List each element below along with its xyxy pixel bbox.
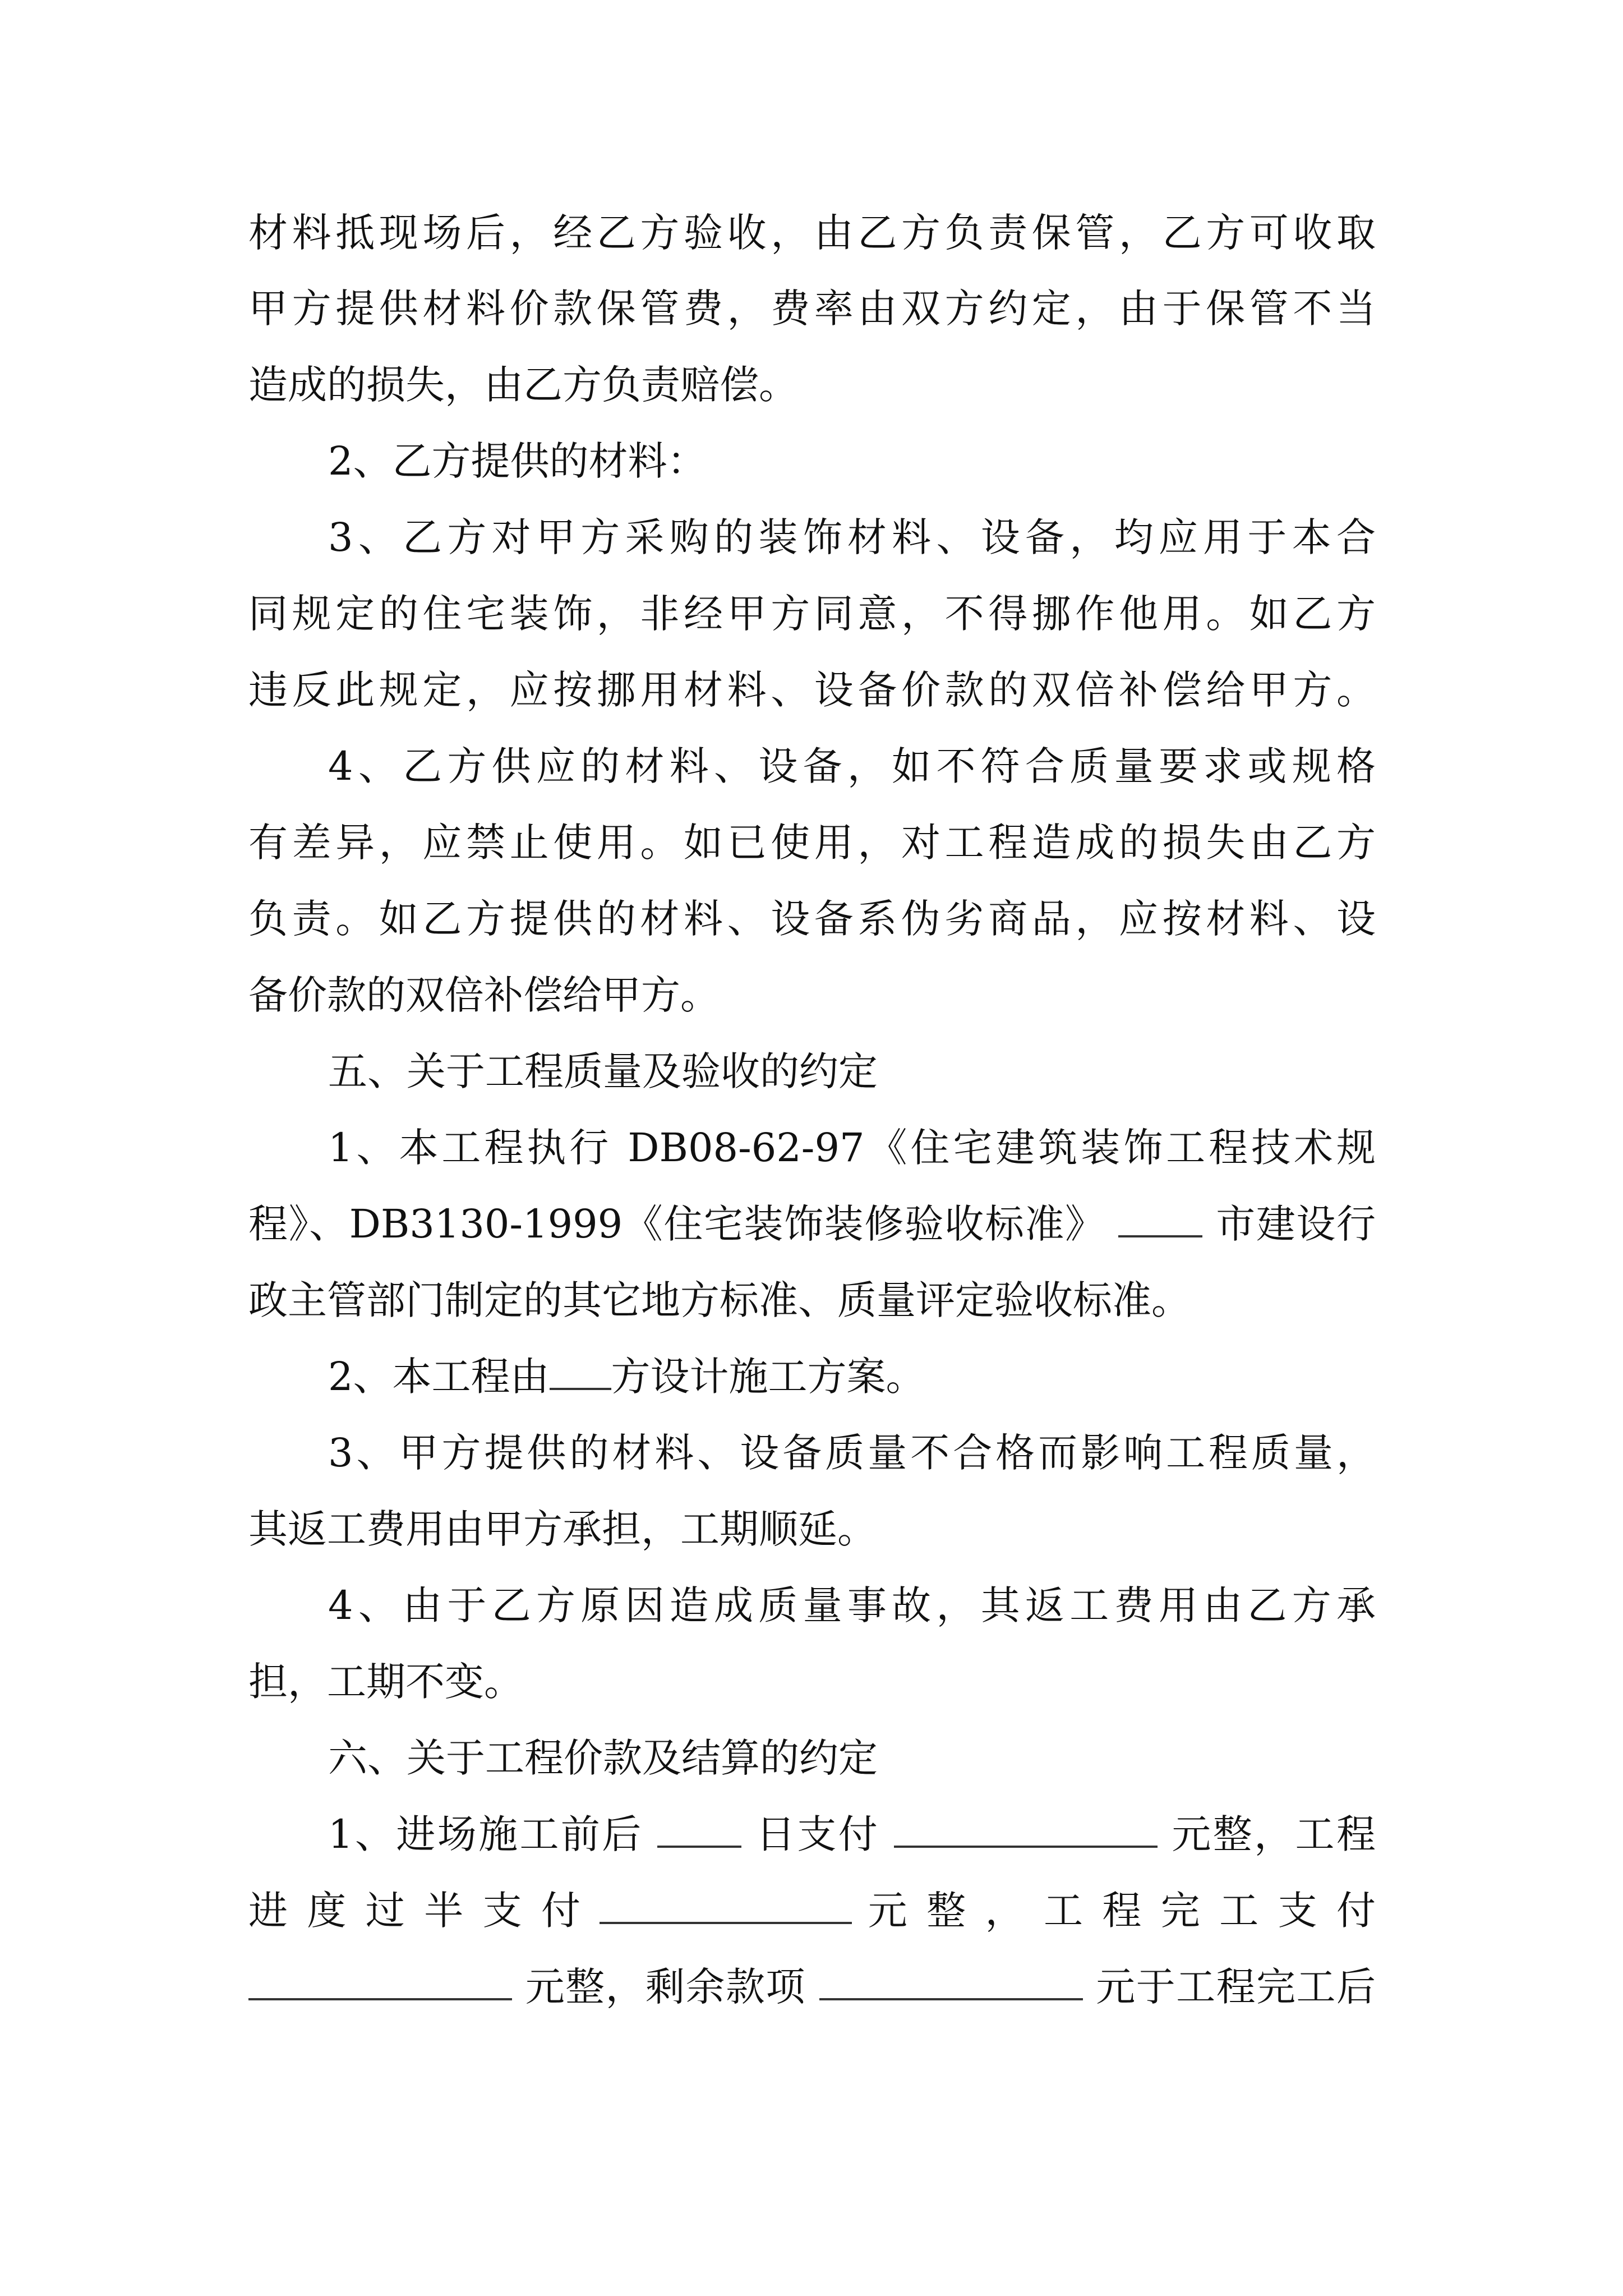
text-line: 违反此规定，应按挪用材料、设备价款的双倍补偿给甲方。: [248, 667, 1376, 713]
text-line: [248, 1190, 1376, 1258]
fill-in-blank[interactable]: [657, 1811, 741, 1848]
text-line: 4、乙方供应的材料、设备，如不符合质量要求或规格: [328, 743, 1376, 789]
text-line: 有差异，应禁止使用。如已使用，对工程造成的损失由乙方: [248, 820, 1376, 866]
text-line: 备价款的双倍补偿给甲方。: [248, 972, 720, 1018]
text-fragment: 元整，剩余款项: [525, 1964, 806, 2010]
text-line: 1、本工程执行 DB08-62-97《住宅建筑装饰工程技术规: [328, 1125, 1376, 1171]
text-line: [248, 1877, 1376, 1944]
text-fragment: 元整，工程: [1172, 1811, 1376, 1857]
fill-in-blank[interactable]: [550, 1353, 611, 1390]
text-line: 造成的损失，由乙方负责赔偿。: [248, 362, 798, 408]
text-line: [248, 1801, 1376, 1868]
fill-in-blank[interactable]: [894, 1811, 1158, 1848]
text-line: 负责。如乙方提供的材料、设备系伪劣商品，应按材料、设: [248, 896, 1376, 942]
text-line: [248, 1953, 1376, 2021]
fill-in-blank[interactable]: [600, 1887, 852, 1924]
text-line: 2、乙方提供的材料：: [328, 438, 707, 484]
fill-in-blank[interactable]: [819, 1963, 1083, 2000]
section-heading: 五、关于工程质量及验收的约定: [328, 1048, 878, 1094]
text-fragment: 1、进场施工前后: [328, 1811, 643, 1857]
text-fragment: 进 度 过 半 支 付: [248, 1888, 584, 1934]
text-line: 政主管部门制定的其它地方标准、质量评定验收标准。: [248, 1277, 1191, 1323]
text-fragment: 方设计施工方案。: [611, 1354, 925, 1400]
text-line: 3、乙方对甲方采购的装饰材料、设备，均应用于本合: [328, 514, 1376, 560]
fill-in-blank[interactable]: [1118, 1200, 1202, 1237]
section-heading: 六、关于工程价款及结算的约定: [328, 1735, 878, 1781]
text-line: 同规定的住宅装饰，非经甲方同意，不得挪作他用。如乙方: [248, 591, 1376, 637]
text-fragment: 程》、DB3130-1999《住宅装饰装修验收标准》: [248, 1201, 1105, 1247]
text-line: [248, 1343, 1376, 1410]
text-line: 3、甲方提供的材料、设备质量不合格而影响工程质量，: [328, 1430, 1376, 1476]
fill-in-blank[interactable]: [248, 1963, 512, 2000]
text-line: 材料抵现场后，经乙方验收，由乙方负责保管，乙方可收取: [248, 210, 1376, 256]
text-fragment: 元 整 ， 工 程 完 工 支 付: [868, 1888, 1376, 1934]
text-line: 甲方提供材料价款保管费，费率由双方约定，由于保管不当: [248, 286, 1376, 332]
text-fragment: 市建设行: [1216, 1201, 1376, 1247]
text-line: 4、由于乙方原因造成质量事故，其返工费用由乙方承: [328, 1582, 1376, 1628]
text-line: 担，工期不变。: [248, 1659, 523, 1705]
text-fragment: 日支付: [755, 1811, 880, 1857]
text-line: 其返工费用由甲方承担，工期顺延。: [248, 1506, 877, 1552]
text-fragment: 2、本工程由: [328, 1354, 550, 1400]
text-fragment: 元于工程完工后: [1096, 1964, 1376, 2010]
